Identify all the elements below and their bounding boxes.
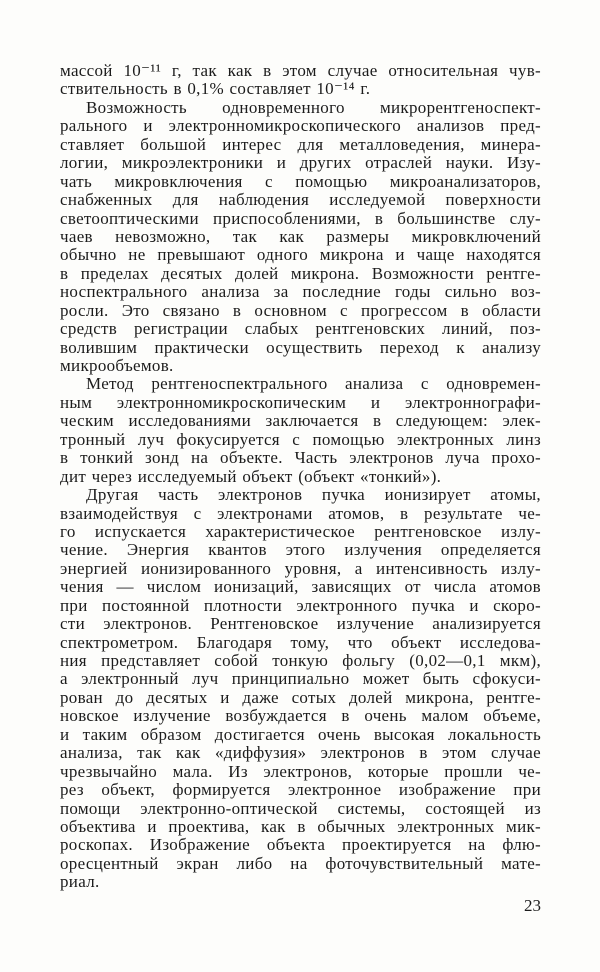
text-line: средств регистрации слабых рентгеновских линий, поз-	[60, 319, 541, 339]
text-line: роскопах. Изображение объекта проектируется на флю-	[60, 835, 541, 855]
text-line: риал.	[60, 872, 100, 892]
text-line: массой 10⁻¹¹ г, так как в этом случае относительная чув-	[60, 61, 541, 80]
text-line: ческим исследованиями заключается в следующем: элек-	[60, 411, 541, 431]
text-line: Возможность одновременного микрорентгеноспект-	[86, 97, 541, 117]
text-line: тронный луч фокусируется с помощью электронных линз	[60, 429, 541, 449]
text-line: помощи электронно-оптической системы, состоящей из	[60, 798, 541, 818]
text-line: чение. Энергия квантов этого излучения определяется	[60, 540, 541, 560]
text-line: обычно не превышают одного микрона и чаще находятся	[60, 245, 541, 265]
text-line: Метод рентгеноспектрального анализа с одновремен-	[86, 374, 541, 394]
text-line: чения — числом ионизаций, зависящих от числа атомов	[60, 577, 541, 597]
text-line: сти электронов. Рентгеновское излучение анализируется	[60, 614, 541, 634]
text-line: го испускается характеристическое рентгеновское излу-	[60, 521, 541, 541]
text-line: чрезвычайно мала. Из электронов, которые прошли че-	[60, 761, 541, 781]
text-line: анализа, так как «диффузия» электронов в этом случае	[60, 743, 541, 763]
text-line: рез объект, формируется электронное изображение при	[60, 780, 541, 800]
text-line: чаев невозможно, так как размеры микровключений	[60, 226, 541, 246]
text-line: светооптическими приспособлениями, в большинстве слу-	[60, 208, 541, 228]
text-line: ствительность в 0,1% составляет 10⁻¹⁴ г.	[60, 79, 371, 99]
text-line: объектива и проектива, как в обычных электронных мик-	[60, 816, 541, 836]
text-line: рального и электронномикроскопического анализов пред-	[60, 116, 541, 136]
text-line: ным электронномикроскопическим и электронногрaфи-	[60, 392, 541, 412]
text-line: Другая часть электронов пучка ионизирует атомы,	[86, 485, 541, 505]
text-line: взаимодействуя с электронами атомов, в результате че-	[60, 503, 541, 523]
text-line: носпектрального анализа за последние годы сильно воз-	[60, 282, 541, 302]
page-number: 23	[524, 896, 541, 915]
body-text	[60, 62, 541, 892]
text-line: оресцентный экран либо на фоточувствительный мате-	[60, 853, 541, 873]
text-line: новское излучение возбуждается в очень малом объеме,	[60, 706, 541, 726]
text-line: а электронный луч принципиально может быть сфокуси-	[60, 669, 541, 689]
text-line: чать микровключения с помощью микроанализаторов,	[60, 171, 541, 191]
text-line: в тонкий зонд на объекте. Часть электронов луча прохо-	[60, 448, 541, 468]
text-line: микрообъемов.	[60, 356, 174, 375]
text-line: волившим практически осуществить переход к анализу	[60, 337, 541, 357]
text-line: ставляет большой интерес для металловедения, минера-	[60, 134, 541, 154]
text-line: логии, микроэлектроники и других отраслей науки. Изу-	[60, 153, 541, 173]
text-line: дит через исследуемый объект (объект «тонкий»).	[60, 466, 442, 486]
text-line: при постоянной плотности электронного пучка и скоро-	[60, 595, 541, 615]
text-line: росли. Это связано в основном с прогрессом в области	[60, 300, 541, 320]
text-line: в пределах десятых долей микрона. Возможности рентге-	[60, 263, 541, 283]
text-line: энергией ионизированного уровня, а интенсивность излу-	[60, 558, 541, 578]
text-line: спектрометром. Благодаря тому, что объект исследова-	[60, 632, 541, 652]
text-line: снабженных для наблюдения исследуемой поверхности	[60, 190, 541, 210]
text-line: и таким образом достигается очень высокая локальность	[60, 724, 541, 744]
text-line: ния представляет собой тонкую фольгу (0,02—0,1 мкм),	[60, 651, 541, 670]
text-line: рован до десятых и даже сотых долей микрона, рентге-	[60, 687, 541, 707]
